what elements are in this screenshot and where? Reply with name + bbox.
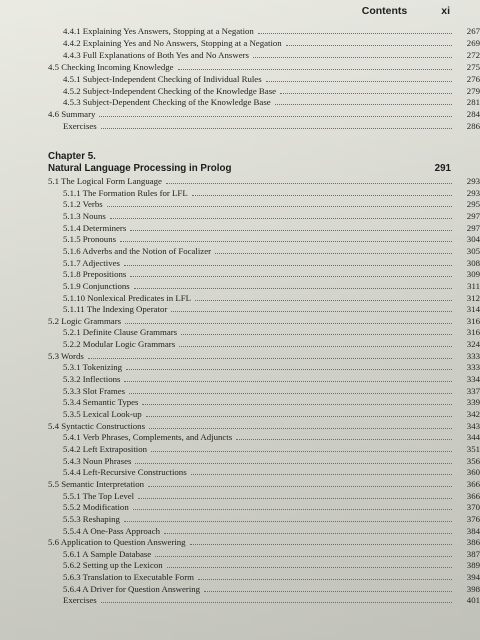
toc-entry-label: 5.2 Logic Grammars	[48, 315, 122, 326]
toc-entry-page-number: 387	[466, 548, 480, 559]
toc-entry	[0, 349, 480, 361]
dot-leader	[125, 322, 452, 324]
toc-entry-page-number: 297	[466, 222, 480, 233]
dot-leader	[280, 92, 452, 94]
toc-entry	[0, 558, 480, 570]
toc-entry	[0, 407, 480, 419]
toc-entry-label: 4.5.2 Subject-Independent Checking of the Knowledge Base	[63, 85, 277, 96]
toc-entry	[0, 256, 480, 268]
toc-entry-page-number: 314	[466, 304, 480, 315]
toc-entry-label: 5.4.4 Left-Recursive Constructions	[63, 467, 187, 478]
toc-entry-label: 5.5.1 The Top Level	[63, 490, 135, 501]
dot-leader	[286, 44, 452, 46]
toc-entry-label: 5.5 Semantic Interpretation	[48, 478, 145, 489]
dot-leader	[124, 264, 452, 266]
toc-entry-label: 5.1.4 Determiners	[63, 222, 127, 233]
toc-entry	[0, 48, 480, 60]
toc-entry-label: 5.3.3 Slot Frames	[63, 385, 126, 396]
toc-entry	[0, 174, 480, 186]
toc-entry	[0, 384, 480, 396]
dot-leader	[133, 508, 452, 510]
toc-entry-label: 5.1.10 Nonlexical Predicates in LFL	[63, 292, 192, 303]
running-head-page-number: xi	[441, 5, 450, 17]
toc-entry	[0, 72, 480, 84]
dot-leader	[101, 127, 452, 129]
toc-entry	[0, 244, 480, 256]
dot-leader	[266, 80, 452, 82]
dot-leader	[149, 427, 452, 429]
toc-entry	[0, 442, 480, 454]
toc-entry-label: 5.6.4 A Driver for Question Answering	[63, 583, 201, 594]
toc-entry-page-number: 366	[466, 490, 480, 501]
toc-entry-label: 5.2.1 Definite Clause Grammars	[63, 327, 178, 338]
toc-entry-label: 5.5.2 Modification	[63, 502, 129, 513]
toc-entry	[0, 430, 480, 442]
toc-entry-label: 4.4.2 Explaining Yes and No Answers, Stopping at a Negation	[63, 37, 282, 48]
dot-leader	[215, 252, 452, 254]
toc-entry-label: 4.4.3 Full Explanations of Both Yes and No Answers	[63, 49, 249, 60]
toc-entry-label: 5.4.2 Left Extraposition	[63, 443, 148, 454]
toc-entry	[0, 535, 480, 547]
toc-entry-page-number: 389	[466, 560, 480, 571]
toc-entry-label: 5.1.3 Nouns	[63, 210, 106, 221]
toc-entry-label: 4.4.1 Explaining Yes Answers, Stopping at a Negation	[63, 26, 254, 36]
dot-leader	[155, 555, 452, 557]
toc-entry-label: 4.5 Checking Incoming Knowledge	[48, 61, 174, 72]
toc-entry-label: 5.1.11 The Indexing Operator	[63, 304, 168, 315]
toc-entry	[0, 221, 480, 233]
toc-entry	[0, 465, 480, 477]
dot-leader	[178, 68, 452, 70]
toc-entry	[0, 36, 480, 48]
dot-leader	[124, 520, 452, 522]
chapter-page-number: 291	[434, 163, 451, 174]
toc-entry	[0, 119, 480, 131]
dot-leader	[253, 56, 452, 58]
dot-leader	[275, 103, 452, 105]
toc-entry-page-number: 276	[466, 73, 480, 84]
dot-leader	[192, 194, 452, 196]
running-head-title: Contents	[361, 5, 408, 17]
toc-entry-page-number: 344	[466, 432, 480, 443]
toc-entry	[0, 360, 480, 372]
chapter-title-row	[48, 163, 451, 175]
toc-entry-label: 5.4.3 Noun Phrases	[63, 455, 132, 466]
toc-entry-label: 5.1.2 Verbs	[63, 199, 103, 210]
toc-entry-label: 4.5.1 Subject-Independent Checking of Individual Rules	[63, 73, 262, 84]
toc-entry-page-number: 311	[467, 280, 480, 291]
toc-entry-page-number: 324	[466, 339, 480, 350]
toc-entry-page-number: 398	[466, 583, 480, 594]
toc-entry-label: 5.3.5 Lexical Look-up	[63, 409, 142, 419]
toc-entry-page-number: 308	[466, 257, 480, 268]
chapter-number: Chapter 5.	[48, 151, 96, 162]
dot-leader	[167, 566, 452, 568]
toc-entry	[0, 547, 480, 559]
dot-leader	[130, 275, 452, 277]
toc-entry-label: 5.4.1 Verb Phrases, Complements, and Adjuncts	[63, 432, 233, 443]
dot-leader	[101, 601, 452, 603]
toc-entry-label: Exercises	[63, 595, 97, 606]
toc-entry-label: 5.6.2 Setting up the Lexicon	[63, 560, 163, 571]
dot-leader	[198, 578, 452, 580]
toc-entry-page-number: 304	[466, 234, 480, 245]
toc-entry-label: 5.1.1 The Formation Rules for LFL	[63, 187, 188, 198]
toc-entry	[0, 107, 480, 119]
toc-entry-page-number: 316	[466, 315, 480, 326]
toc-entry-page-number: 401	[466, 595, 480, 606]
toc-entry	[0, 372, 480, 384]
toc-entry-label: 5.1.9 Conjunctions	[63, 280, 130, 291]
toc-entry-page-number: 333	[466, 362, 480, 373]
toc-entry-label: 5.1.8 Prepositions	[63, 269, 127, 280]
toc-entry	[0, 325, 480, 337]
toc-entry-page-number: 295	[466, 199, 480, 210]
toc-entry	[0, 489, 480, 501]
dot-leader	[130, 229, 452, 231]
toc-entry-label: 5.2.2 Modular Logic Grammars	[63, 339, 176, 350]
toc-entry-label: 5.6.3 Translation to Executable Form	[63, 572, 194, 583]
toc-entry-page-number: 339	[466, 397, 480, 408]
toc-entry	[0, 314, 480, 326]
toc-entry-page-number: 360	[466, 467, 480, 478]
dot-leader	[126, 368, 452, 370]
toc-entry-label: Exercises	[63, 121, 97, 132]
dot-leader	[181, 333, 452, 335]
toc-entry	[0, 419, 480, 431]
toc-entry	[0, 60, 480, 72]
toc-entry	[0, 454, 480, 466]
toc-entry-page-number: 333	[466, 350, 480, 361]
toc-entry	[0, 84, 480, 96]
toc-entry-page-number: 386	[466, 537, 480, 548]
dot-leader	[107, 205, 452, 207]
toc-entry-label: 5.4 Syntactic Constructions	[48, 420, 146, 431]
dot-leader	[190, 543, 452, 545]
dot-leader	[138, 497, 452, 499]
toc-entry-label: 5.6 Application to Question Answering	[48, 537, 186, 548]
toc-entry-label: 5.1.6 Adverbs and the Notion of Focalizer	[63, 245, 212, 256]
toc-entry	[0, 593, 480, 605]
dot-leader	[164, 532, 452, 534]
toc-entry-page-number: 351	[466, 443, 480, 454]
toc-entry	[0, 582, 480, 594]
dot-leader	[120, 240, 452, 242]
toc-entry	[0, 197, 480, 209]
dot-leader	[148, 485, 452, 487]
toc-entry-page-number: 281	[466, 97, 480, 108]
toc-entry-label: 5.3.4 Semantic Types	[63, 397, 139, 408]
dot-leader	[166, 182, 452, 184]
toc-entry-page-number: 279	[466, 85, 480, 96]
toc-entry-page-number: 305	[466, 245, 480, 256]
toc-entry-label: 5.6.1 A Sample Database	[63, 548, 152, 559]
dot-leader	[195, 299, 452, 301]
toc-entry-page-number: 337	[466, 385, 480, 396]
dot-leader	[99, 115, 452, 117]
dot-leader	[179, 345, 452, 347]
toc-entry	[0, 232, 480, 244]
dot-leader	[129, 392, 452, 394]
toc-entry-page-number: 316	[466, 327, 480, 338]
toc-entry-page-number: 286	[466, 121, 480, 132]
toc-entry	[0, 524, 480, 536]
dot-leader	[142, 403, 452, 405]
toc-entry-page-number: 284	[466, 109, 480, 120]
toc-entry	[0, 337, 480, 349]
toc-entry-page-number: 272	[466, 49, 480, 60]
toc-entry	[0, 500, 480, 512]
toc-entry-page-number: 269	[466, 37, 480, 48]
dot-leader	[191, 473, 452, 475]
toc-entry-page-number: 267	[466, 26, 480, 36]
dot-leader	[151, 450, 452, 452]
toc-entry-page-number: 312	[466, 292, 480, 303]
dot-leader	[171, 310, 452, 312]
dot-leader	[146, 415, 452, 417]
dot-leader	[258, 32, 452, 34]
toc-entry-label: 4.5.3 Subject-Dependent Checking of the Knowledge Base	[63, 97, 271, 108]
toc-entry	[0, 395, 480, 407]
toc-entry-label: 5.1.7 Adjectives	[63, 257, 120, 268]
toc-entry-page-number: 334	[466, 374, 480, 385]
dot-leader	[135, 462, 452, 464]
toc-entry-label: 5.5.3 Reshaping	[63, 513, 120, 524]
toc-entry	[0, 24, 480, 36]
toc-entry-page-number: 394	[466, 572, 480, 583]
toc-entry-label: 5.3.2 Inflections	[63, 374, 121, 385]
toc-entry	[0, 512, 480, 524]
toc-entry	[0, 291, 480, 303]
chapter-title: Natural Language Processing in Prolog	[48, 163, 232, 174]
toc-entry-label: 5.5.4 A One-Pass Approach	[63, 525, 161, 536]
toc-entry	[0, 186, 480, 198]
chapter-heading	[48, 151, 451, 175]
dot-leader	[110, 217, 452, 219]
toc-entry-page-number: 293	[466, 176, 480, 186]
toc-entry-page-number: 376	[466, 513, 480, 524]
dot-leader	[236, 438, 452, 440]
toc-entry-page-number: 293	[466, 187, 480, 198]
dot-leader	[134, 287, 452, 289]
toc-entry	[0, 279, 480, 291]
toc-entry	[0, 95, 480, 107]
toc-entry-label: 5.3 Words	[48, 350, 84, 361]
toc-entry-page-number: 297	[466, 210, 480, 221]
dot-leader	[88, 357, 452, 359]
dot-leader	[204, 590, 452, 592]
toc-entry-page-number: 356	[466, 455, 480, 466]
toc-entry	[0, 267, 480, 279]
toc-entry-page-number: 370	[466, 502, 480, 513]
toc-entry-page-number: 309	[466, 269, 480, 280]
toc-entry-label: 5.1 The Logical Form Language	[48, 176, 162, 186]
toc-entry	[0, 570, 480, 582]
toc-entry	[0, 209, 480, 221]
toc-entry	[0, 477, 480, 489]
toc-entry-page-number: 343	[466, 420, 480, 431]
toc-entry-label: 4.6 Summary	[48, 109, 96, 120]
toc-entry-label: 5.3.1 Tokenizing	[63, 362, 123, 373]
toc-entry-page-number: 342	[466, 409, 480, 419]
toc-entry	[0, 302, 480, 314]
toc-entry-label: 5.1.5 Pronouns	[63, 234, 117, 245]
toc-entry-page-number: 275	[466, 61, 480, 72]
dot-leader	[124, 380, 452, 382]
toc-entry-page-number: 366	[466, 478, 480, 489]
toc-entry-page-number: 384	[466, 525, 480, 536]
